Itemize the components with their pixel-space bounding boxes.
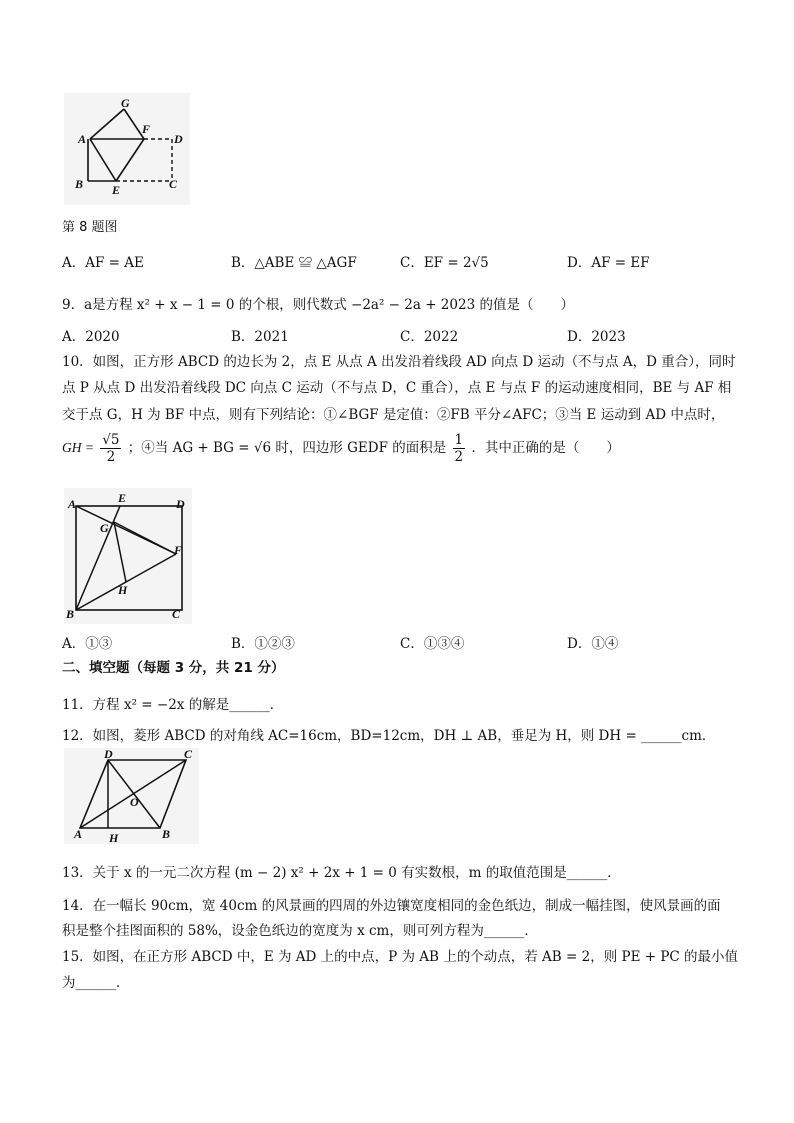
q14-line2: 积是整个挂图面积的 58%，设金色纸边的宽度为 x cm，则可列方程为______． (62, 923, 538, 939)
q10-line1: 10．如图，正方形 ABCD 的边长为 2，点 E 从点 A 出发沿着线段 AD 向点 D 运动（不与点 A，D 重合），同时 (62, 354, 736, 370)
q10-line4-end: ．其中正确的是（ ） (471, 440, 620, 456)
figure-q12 (64, 748, 199, 844)
fig10-label-e: E (118, 491, 127, 505)
q10-fraction-gh (100, 432, 121, 465)
q10-option-a: A．①③ (62, 636, 113, 652)
fig12-label-b: B (162, 827, 171, 841)
fig10-label-g: G (100, 521, 109, 535)
q10-fraction-gh-denominator: 2 (106, 449, 116, 465)
q10-gh-label: GH = (62, 440, 94, 455)
fig8-label-d: D (174, 132, 183, 146)
fig12-label-h: H (109, 831, 119, 844)
figure-q10 (64, 488, 192, 624)
q10-line4-middle: ；④当 AG + BG = √6 时，四边形 GEDF 的面积是 (127, 440, 447, 456)
q10-option-c: C．①③④ (400, 636, 465, 652)
figure-q12-drawing (64, 748, 199, 844)
q10-fraction-area (453, 432, 466, 465)
figure-q10-drawing (64, 488, 192, 624)
q9-text: 9．a是方程 x² + x − 1 = 0 的个根，则代数式 −2a² − 2a + 2023 的值是（ ） (62, 297, 574, 313)
fig10-label-d: D (176, 497, 185, 511)
q10-fraction-area-denominator: 2 (454, 449, 464, 465)
q14-line1: 14．在一幅长 90cm，宽 40cm 的风景画的四周的外边镶宽度相同的金色纸边，制成一幅挂图，使风景画的面 (62, 898, 721, 914)
fig8-label-a: A (78, 132, 87, 146)
q10-line4 (62, 432, 620, 465)
q8-option-b: B．△ABE ≌ △AGF (231, 255, 357, 271)
fig8-label-b: B (75, 177, 84, 191)
fig10-label-b: B (66, 607, 75, 621)
q10-option-b: B．①②③ (231, 636, 295, 652)
figure-q8-drawing (64, 93, 190, 205)
q8-option-c: C．EF = 2√5 (400, 255, 489, 271)
q8-option-d: D．AF = EF (567, 255, 650, 271)
fig12-label-a: A (74, 827, 83, 841)
fig10-label-a: A (68, 497, 77, 511)
q15-line1: 15．如图，在正方形 ABCD 中，E 为 AD 上的中点，P 为 AB 上的个动点，若 AB = 2，则 PE + PC 的最小值 (62, 949, 739, 965)
fig12-label-c: C (184, 748, 193, 761)
q10-fraction-area-numerator: 1 (454, 432, 464, 448)
q9-option-d: D．2023 (567, 329, 626, 345)
q11-text: 11．方程 x² = −2x 的解是______． (62, 697, 284, 713)
fig10-label-c: C (172, 607, 181, 621)
fig10-label-h: H (118, 583, 128, 597)
fig8-label-c: C (169, 177, 178, 191)
q10-line2: 点 P 从点 D 出发沿着线段 DC 向点 C 运动（不与点 D，C 重合），点 E 与点 F 的运动速度相同，BE 与 AF 相 (62, 380, 732, 396)
fig12-label-o: O (130, 795, 139, 809)
fig8-label-e: E (112, 183, 121, 197)
fig10-label-f: F (174, 543, 183, 557)
q9-option-a: A．2020 (62, 329, 120, 345)
q10-line3: 交于点 G，H 为 BF 中点，则有下列结论：①∠BGF 是定值：②FB 平分∠AFC；③当 E 运动到 AD 中点时， (62, 407, 725, 423)
q9-option-b: B．2021 (231, 329, 289, 345)
q13-text: 13．关于 x 的一元二次方程 (m − 2) x² + 2x + 1 = 0 有实数根，m 的取值范围是______． (62, 865, 621, 881)
fig8-label-f: F (142, 122, 151, 136)
q9-option-c: C．2022 (400, 329, 459, 345)
section-heading-fill-in: 二、填空题（每题 3 分，共 21 分） (62, 660, 285, 676)
q10-option-d: D．①④ (567, 636, 619, 652)
q12-text: 12．如图，菱形 ABCD 的对角线 AC=16cm，BD=12cm，DH ⊥ AB，垂足为 H，则 DH = ______cm． (62, 728, 716, 744)
fig8-label-g: G (121, 96, 130, 110)
figure-q8-caption: 第 8 题图 (62, 220, 118, 235)
q10-fraction-gh-numerator: √5 (102, 432, 120, 448)
q8-option-a: A．AF = AE (62, 255, 144, 271)
figure-q8 (64, 93, 190, 205)
q15-line2: 为______． (62, 975, 130, 991)
fig12-label-d: D (104, 748, 113, 761)
